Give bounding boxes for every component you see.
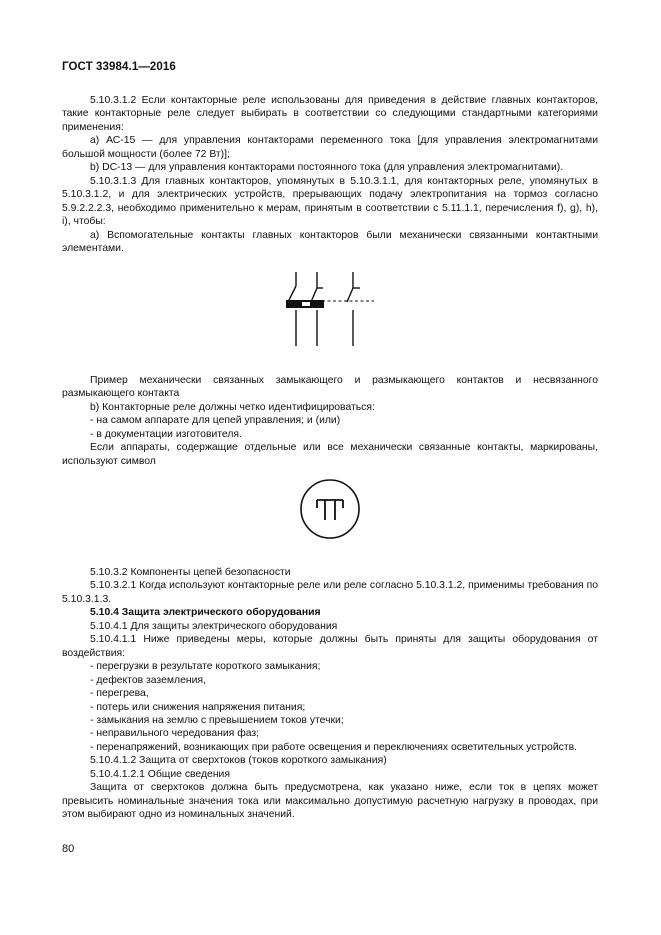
paragraph-5-10-3-2-1: 5.10.3.2.1 Когда используют контакторные реле или реле согласно 5.10.3.1.2, применимы требования по 5.10.3.1.3. (62, 580, 598, 605)
document-header: ГОСТ 33984.1—2016 (62, 61, 176, 73)
paragraph-5-10-3-1-3: 5.10.3.1.3 Для главных контакторов, упомянутых в 5.10.3.1.1, для контакторных реле, упомянутых в 5.10.3.1.2, и для электрических устройств, прерывающих подачу электропитания на тормоз согласно 5.9.2.2.2.3, необходимо применительно к мерам, принятым в соответствии с 5.11.1.1, перечисления f), g), h), i), чтобы: (62, 175, 598, 228)
heading-5-10-4-1-2: 5.10.4.1.2 Защита от сверхтоков (токов короткого замыкания) (90, 755, 387, 767)
heading-5-10-4-1-2-1: 5.10.4.1.2.1 Общие сведения (90, 768, 230, 780)
dash-item-overheat: - перегрева, (90, 688, 149, 700)
list-item-dc13: b) DC-13 — для управления контакторами постоянного тока (для управления электромагнитами). (90, 162, 564, 174)
dash-item-ground-fault: - замыкания на землю с превышением токов утечки; (90, 714, 344, 726)
paragraph-5-10-4-1-1: 5.10.4.1.1 Ниже приведены меры, которые должны быть приняты для защиты оборудования от воздействия: (62, 634, 598, 659)
paragraph-overcurrent: Защита от сверхтоков должна быть предусмотрена, как указано ниже, если ток в цепях может превысить номинальные значения тока или максимально допустимую расчетную нагрузку в проводах, при этом выбирают одно из номинальных значений. (62, 782, 598, 821)
dash-item-voltage-loss: - потерь или снижения напряжения питания; (90, 701, 306, 713)
list-item-identify: b) Контакторные реле должны четко идентифицироваться: (90, 401, 375, 413)
list-item-ac15: a) АС-15 — для управления контакторами переменного тока [для управления электромагнитами большой мощности (более 72 Вт)]; (62, 135, 598, 160)
dash-item-overvoltage: - перенапряжений, возникающих при работе освещения и переключениях осветительных устройств. (90, 741, 577, 753)
text-block-identification (62, 374, 598, 468)
linked-contacts-diagram (280, 272, 380, 348)
dash-item-phase-sequence: - неправильного чередования фаз; (90, 728, 260, 740)
section-heading-5-10-4: 5.10.4 Защита электрического оборудования (90, 607, 321, 619)
heading-5-10-3-2: 5.10.3.2 Компоненты цепей безопасности (90, 567, 291, 578)
dash-item-overload: - перегрузки в результате короткого замыкания; (90, 661, 321, 673)
list-item-auxiliary-contacts: a) Вспомогательные контакты главных контакторов были механически связанными контактными элементами. (62, 229, 598, 254)
figure-caption: Пример механически связанных замыкающего и размыкающего контактов и несвязанного размыкающего контакта (62, 375, 598, 400)
page-number: 80 (62, 843, 75, 855)
dash-item-on-device: - на самом аппарате для цепей управления; и (или) (90, 415, 341, 427)
dash-item-earth-faults: - дефектов заземления, (90, 674, 206, 686)
dash-item-documentation: - в документации изготовителя. (90, 428, 242, 440)
text-block-protection (62, 566, 598, 822)
heading-5-10-4-1: 5.10.4.1 Для защиты электрического оборудования (90, 620, 338, 632)
paragraph-5-10-3-1-2: 5.10.3.1.2 Если контакторные реле использованы для приведения в действие главных контакторов, такие контакторные реле следует выбирать в соответствии со следующими стандартными категориями применения: (62, 95, 598, 133)
paragraph-symbol: Если аппараты, содержащие отдельные или все механически связанные контакты, маркированы, используют символ (62, 442, 598, 467)
text-block-contactor-relays (62, 94, 598, 255)
linked-contacts-symbol (298, 478, 362, 540)
